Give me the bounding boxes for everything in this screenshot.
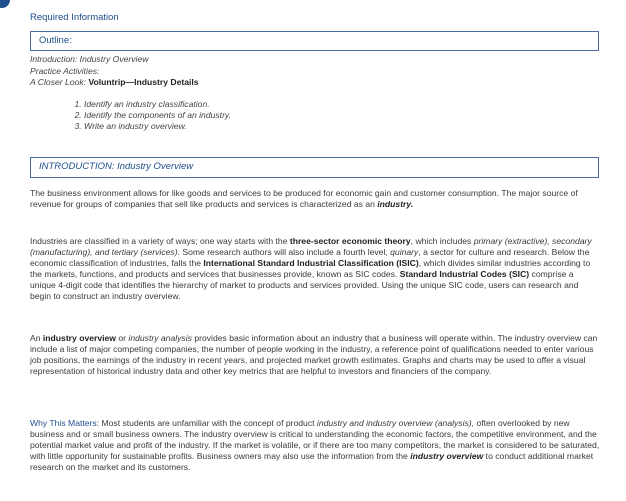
corner-badge-icon bbox=[0, 0, 10, 8]
outline-box bbox=[30, 31, 599, 51]
outline-label: Outline: bbox=[39, 35, 72, 46]
outline-list bbox=[30, 54, 199, 89]
outline-line-closer-look: A Closer Look: Voluntrip—Industry Details bbox=[30, 77, 199, 87]
objective-item: 1. Identify an industry classification. bbox=[84, 99, 231, 110]
paragraph-industry-overview: An industry overview or industry analysis provides basic information about an industry that a business will operate within. The industry overview can include a list of major competing companies, the number of people working in the industry, a reference point of qualifications needed to enter various job positions, the earnings of the industry in recent years, and projected market growth estimates. Graphs and charts may be used to offer a visual representation of historical industry data and other key metrics that are helpful to investors and financiers of the company. bbox=[30, 333, 598, 377]
paragraph-industry-definition: The business environment allows for like goods and services to be produced for economic gain and customer consumption. The major source of revenue for groups of companies that sell like products and services is characterized as an industry. bbox=[30, 188, 578, 210]
learning-objectives bbox=[70, 99, 231, 132]
paragraph-why-this-matters: Why This Matters: Most students are unfamiliar with the concept of product industry and industry overview (analysis), often overlooked by new business and or small business owners. The industry overview is critical to understanding the economic factors, the competitive environment, and the potential market value and profit of the industry. If the market is volatile, or if there are too many competitors, the market is considered to be saturated, with little opportunity for sustainable profits. Business owners may also use the information from the industry overview to conduct additional market research on the market and its customers. bbox=[30, 418, 600, 473]
objective-item: 3. Write an industry overview. bbox=[84, 121, 231, 132]
objective-item: 2. Identify the components of an industry. bbox=[84, 110, 231, 121]
required-information-heading: Required Information bbox=[30, 12, 119, 23]
outline-line-intro: Introduction: Industry Overview bbox=[30, 54, 149, 64]
paragraph-industry-classification: Industries are classified in a variety of ways; one way starts with the three-sector economic theory, which includes primary (extractive), secondary (manufacturing), and tertiary (services). Some research authors will also include a fourth level, quinary, a sector for culture and research. Below the economic classification of industries, falls the International Standard Industrial Classification (ISIC), which divides similar industries according to the markets, functions, and products and services that businesses provide, known as SIC codes. Standard Industrial Codes (SIC) comprise a unique 4-digit code that identifies the hierarchy of market to products and services provided. Using the unique SIC code, users can research and begin to construct an industry overview. bbox=[30, 236, 592, 302]
introduction-heading: INTRODUCTION: Industry Overview bbox=[39, 161, 194, 172]
introduction-heading-box bbox=[30, 157, 599, 178]
outline-line-practice: Practice Activities: bbox=[30, 65, 100, 76]
